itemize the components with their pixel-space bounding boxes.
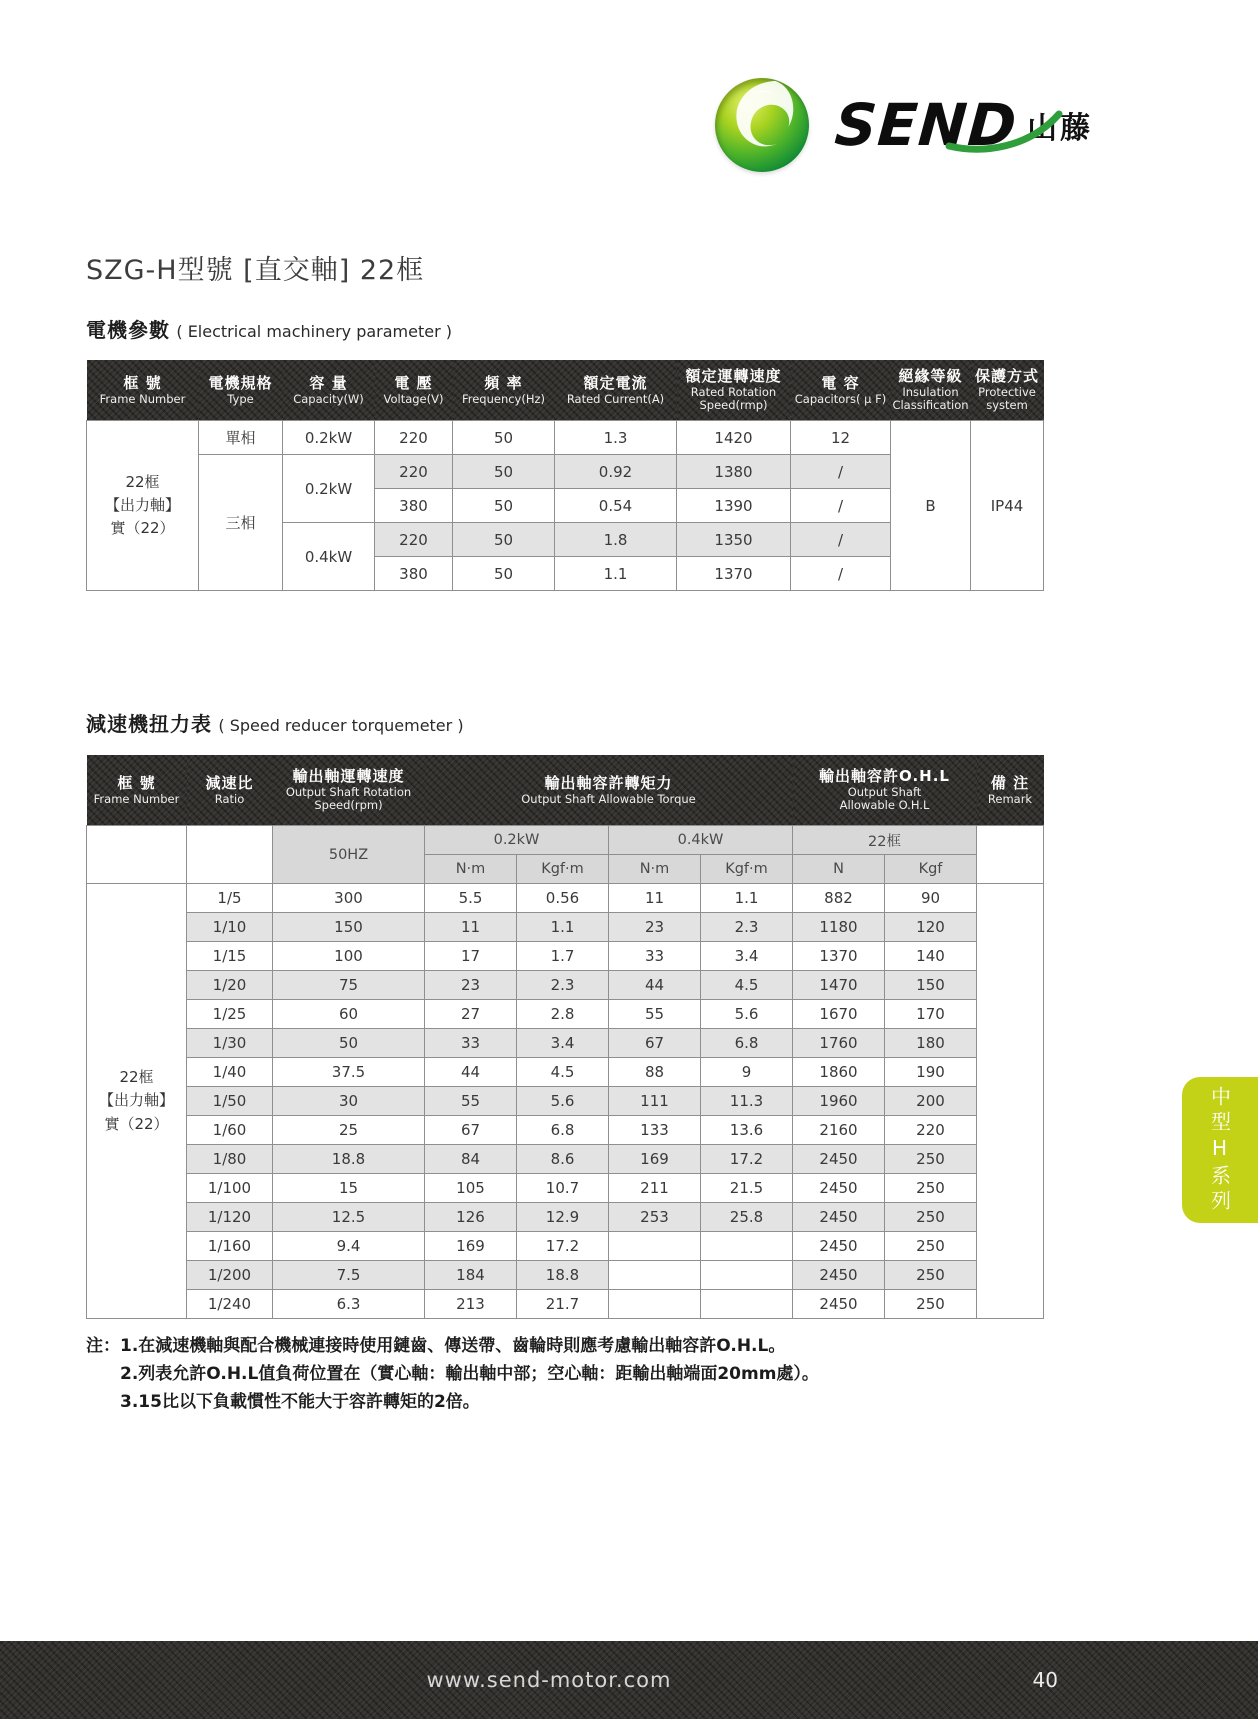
cell: 250 bbox=[885, 1261, 977, 1290]
cell: 33 bbox=[425, 1029, 517, 1058]
header-en: Frame Number bbox=[93, 791, 180, 806]
cell: 200 bbox=[885, 1087, 977, 1116]
cell: 37.5 bbox=[273, 1058, 425, 1087]
cell: 1.7 bbox=[517, 942, 609, 971]
table-row bbox=[87, 971, 1044, 1000]
table-row bbox=[87, 1174, 1044, 1203]
speed-reducer-torque-table bbox=[86, 755, 1044, 1319]
cell: 2.3 bbox=[701, 913, 793, 942]
cell: 3.4 bbox=[517, 1029, 609, 1058]
cell: 44 bbox=[425, 1058, 517, 1087]
cell: 220 bbox=[885, 1116, 977, 1145]
cell: 111 bbox=[609, 1087, 701, 1116]
header-en: Insulation bbox=[902, 385, 959, 400]
table-row bbox=[87, 942, 1044, 971]
cell: 1/10 bbox=[187, 913, 273, 942]
frame-line: 實（22） bbox=[104, 1114, 169, 1133]
header-en: Voltage(V) bbox=[383, 391, 444, 406]
cell: 1.1 bbox=[701, 884, 793, 913]
cell: 1/20 bbox=[187, 971, 273, 1000]
cell: / bbox=[791, 455, 891, 489]
cell: 21.7 bbox=[517, 1290, 609, 1319]
header-en: Protective bbox=[978, 385, 1036, 400]
table-row bbox=[87, 421, 1044, 455]
cell: 1370 bbox=[793, 942, 885, 971]
logo-globe-icon bbox=[715, 78, 809, 172]
header-cn: 備 注 bbox=[990, 774, 1030, 793]
frame-line: 22框 bbox=[125, 472, 160, 491]
cell: 44 bbox=[609, 971, 701, 1000]
cell-type: 三相 bbox=[199, 455, 283, 591]
frame-line: 實（22） bbox=[110, 519, 175, 538]
cell: 6.8 bbox=[701, 1029, 793, 1058]
section-header-electrical bbox=[86, 314, 452, 343]
cell: 23 bbox=[609, 913, 701, 942]
cell: 100 bbox=[273, 942, 425, 971]
cell: 220 bbox=[375, 523, 453, 557]
cell: / bbox=[791, 489, 891, 523]
header-en: Capacity(W) bbox=[293, 391, 364, 406]
cell: 250 bbox=[885, 1232, 977, 1261]
header-en: system bbox=[986, 398, 1028, 413]
header-cn: 頻 率 bbox=[484, 374, 523, 393]
cell: 120 bbox=[885, 913, 977, 942]
note-line-3: 3.15比以下負載慣性不能大于容許轉矩的2倍。 bbox=[120, 1392, 480, 1413]
cell: 50 bbox=[453, 489, 555, 523]
section-header-reducer bbox=[86, 708, 464, 737]
cell: 17.2 bbox=[701, 1145, 793, 1174]
cell: 50 bbox=[453, 421, 555, 455]
cell bbox=[701, 1232, 793, 1261]
cell: 253 bbox=[609, 1203, 701, 1232]
footer-website-url: www.send-motor.com bbox=[426, 1668, 672, 1692]
cell: 1/15 bbox=[187, 942, 273, 971]
cell: 12 bbox=[791, 421, 891, 455]
cell: 190 bbox=[885, 1058, 977, 1087]
header-cn: 額定運轉速度 bbox=[685, 367, 782, 386]
section1-title-cn: 電機參數 bbox=[86, 318, 170, 342]
col-header-allowable-torque bbox=[425, 755, 793, 826]
header-cn: 額定電流 bbox=[583, 374, 648, 393]
cell: 105 bbox=[425, 1174, 517, 1203]
cell: 1/50 bbox=[187, 1087, 273, 1116]
cell: 1.1 bbox=[555, 557, 677, 591]
cell: 0.92 bbox=[555, 455, 677, 489]
header-cn: 減速比 bbox=[205, 774, 254, 793]
col-header-frequency bbox=[453, 360, 555, 421]
cell: 8.6 bbox=[517, 1145, 609, 1174]
cell: 50 bbox=[453, 523, 555, 557]
cell: 55 bbox=[425, 1087, 517, 1116]
cell: 23 bbox=[425, 971, 517, 1000]
cell: 169 bbox=[609, 1145, 701, 1174]
cell: 50 bbox=[453, 557, 555, 591]
cell: 133 bbox=[609, 1116, 701, 1145]
cell: 1.1 bbox=[517, 913, 609, 942]
cell: 180 bbox=[885, 1029, 977, 1058]
logo-swirl-icon bbox=[715, 78, 809, 172]
cell bbox=[609, 1261, 701, 1290]
cell: 1.8 bbox=[555, 523, 677, 557]
cell: 1370 bbox=[677, 557, 791, 591]
subheader-n: N bbox=[793, 855, 885, 884]
cell: 6.3 bbox=[273, 1290, 425, 1319]
header-cn: 框 號 bbox=[117, 774, 156, 793]
cell: 1760 bbox=[793, 1029, 885, 1058]
brand-name-chinese: 山藤 bbox=[1027, 111, 1094, 146]
table-row bbox=[87, 1000, 1044, 1029]
cell: 17.2 bbox=[517, 1232, 609, 1261]
cell: 5.6 bbox=[517, 1087, 609, 1116]
header-en: Speed(rpm) bbox=[314, 798, 383, 813]
cell: 17 bbox=[425, 942, 517, 971]
table-row bbox=[87, 884, 1044, 913]
cell: 220 bbox=[375, 421, 453, 455]
cell: 2450 bbox=[793, 1203, 885, 1232]
col-header-frame bbox=[87, 755, 187, 826]
cell: 2450 bbox=[793, 1232, 885, 1261]
subheader-kgfm: Kgf·m bbox=[517, 855, 609, 884]
frame-line: 【出力軸】 bbox=[104, 495, 180, 514]
cell: 1180 bbox=[793, 913, 885, 942]
subheader-kgfm: Kgf·m bbox=[701, 855, 793, 884]
subheader-02kw: 0.2kW bbox=[425, 826, 609, 855]
cell-insulation: B bbox=[891, 421, 971, 591]
cell: 1/160 bbox=[187, 1232, 273, 1261]
cell: 126 bbox=[425, 1203, 517, 1232]
page-number: 40 bbox=[1032, 1668, 1058, 1692]
cell-capacity: 0.4kW bbox=[283, 523, 375, 591]
cell: 12.5 bbox=[273, 1203, 425, 1232]
cell: 25.8 bbox=[701, 1203, 793, 1232]
cell-capacity: 0.2kW bbox=[283, 455, 375, 523]
cell: 13.6 bbox=[701, 1116, 793, 1145]
cell: 25 bbox=[273, 1116, 425, 1145]
header-en: Output Shaft bbox=[847, 785, 922, 800]
cell: 67 bbox=[425, 1116, 517, 1145]
cell: 21.5 bbox=[701, 1174, 793, 1203]
frame-line: 【出力軸】 bbox=[98, 1091, 174, 1110]
electrical-parameters-table bbox=[86, 360, 1044, 591]
cell: 211 bbox=[609, 1174, 701, 1203]
cell: 15 bbox=[273, 1174, 425, 1203]
frame-line: 22框 bbox=[119, 1068, 154, 1087]
col-header-capacity bbox=[283, 360, 375, 421]
cell: 150 bbox=[885, 971, 977, 1000]
cell: 250 bbox=[885, 1290, 977, 1319]
header-en: Output Shaft Rotation bbox=[285, 785, 412, 800]
cell: 27 bbox=[425, 1000, 517, 1029]
brand-text: SEND bbox=[832, 91, 1020, 159]
series-side-tab bbox=[1182, 1077, 1258, 1223]
remark-cell bbox=[977, 884, 1044, 1319]
header-en: Frame Number bbox=[99, 391, 186, 406]
cell: 1960 bbox=[793, 1087, 885, 1116]
col-header-frame bbox=[87, 360, 199, 421]
subheader-50hz: 50HZ bbox=[273, 826, 425, 884]
header-en: Ratio bbox=[214, 791, 245, 806]
table-header-row bbox=[87, 360, 1044, 421]
cell: 30 bbox=[273, 1087, 425, 1116]
cell: 50 bbox=[273, 1029, 425, 1058]
cell-protection: IP44 bbox=[971, 421, 1044, 591]
cell: 5.5 bbox=[425, 884, 517, 913]
brand-logo bbox=[715, 78, 1093, 172]
cell: 1.3 bbox=[555, 421, 677, 455]
cell: 9.4 bbox=[273, 1232, 425, 1261]
cell: 10.7 bbox=[517, 1174, 609, 1203]
cell: 1/25 bbox=[187, 1000, 273, 1029]
cell: 2450 bbox=[793, 1174, 885, 1203]
table-row bbox=[87, 1029, 1044, 1058]
col-header-allowable-ohl bbox=[793, 755, 977, 826]
header-cn: 保護方式 bbox=[974, 367, 1039, 386]
cell: 5.6 bbox=[701, 1000, 793, 1029]
cell: 1390 bbox=[677, 489, 791, 523]
footnotes bbox=[86, 1332, 819, 1416]
header-cn: 電機規格 bbox=[208, 374, 273, 393]
header-en: Allowable O.H.L bbox=[839, 798, 930, 813]
col-header-voltage bbox=[375, 360, 453, 421]
table-row bbox=[87, 1145, 1044, 1174]
cell: 90 bbox=[885, 884, 977, 913]
cell: 11 bbox=[425, 913, 517, 942]
cell: 50 bbox=[453, 455, 555, 489]
subheader-frame22: 22框 bbox=[793, 826, 977, 855]
cell: 1/5 bbox=[187, 884, 273, 913]
header-en: Capacitors( μ F) bbox=[794, 391, 887, 406]
cell: 7.5 bbox=[273, 1261, 425, 1290]
cell: 12.9 bbox=[517, 1203, 609, 1232]
section2-title-cn: 減速機扭力表 bbox=[86, 712, 212, 736]
header-cn: 輸出軸容許O.H.L bbox=[819, 767, 950, 786]
cell bbox=[701, 1290, 793, 1319]
cell: 213 bbox=[425, 1290, 517, 1319]
cell: 1/200 bbox=[187, 1261, 273, 1290]
cell: 84 bbox=[425, 1145, 517, 1174]
frame-number-cell bbox=[87, 884, 187, 1319]
header-en: Speed(rmp) bbox=[699, 398, 768, 413]
cell: 55 bbox=[609, 1000, 701, 1029]
cell: 1350 bbox=[677, 523, 791, 557]
table-row bbox=[87, 1116, 1044, 1145]
cell: 67 bbox=[609, 1029, 701, 1058]
cell: 1/240 bbox=[187, 1290, 273, 1319]
cell: 18.8 bbox=[517, 1261, 609, 1290]
cell: / bbox=[791, 557, 891, 591]
subheader-04kw: 0.4kW bbox=[609, 826, 793, 855]
col-header-rated-speed bbox=[677, 360, 791, 421]
cell: 2.3 bbox=[517, 971, 609, 1000]
cell: 140 bbox=[885, 942, 977, 971]
cell: 1/80 bbox=[187, 1145, 273, 1174]
cell: 2160 bbox=[793, 1116, 885, 1145]
cell: 184 bbox=[425, 1261, 517, 1290]
header-en: Rated Rotation bbox=[690, 385, 777, 400]
col-header-ratio bbox=[187, 755, 273, 826]
col-header-output-speed bbox=[273, 755, 425, 826]
col-header-insulation bbox=[891, 360, 971, 421]
cell bbox=[609, 1290, 701, 1319]
cell: 170 bbox=[885, 1000, 977, 1029]
cell: 75 bbox=[273, 971, 425, 1000]
cell-capacity: 0.2kW bbox=[283, 421, 375, 455]
section1-title-en: ( Electrical machinery parameter ) bbox=[176, 322, 452, 341]
table-header-row bbox=[87, 755, 1044, 826]
subheader-nm: N·m bbox=[609, 855, 701, 884]
series-side-tab-label: 中型H系列 bbox=[1207, 1085, 1232, 1215]
cell: 250 bbox=[885, 1174, 977, 1203]
subheader-row bbox=[87, 826, 1044, 855]
table-row bbox=[87, 1087, 1044, 1116]
cell: 380 bbox=[375, 557, 453, 591]
cell: 60 bbox=[273, 1000, 425, 1029]
cell: 11.3 bbox=[701, 1087, 793, 1116]
cell bbox=[701, 1261, 793, 1290]
cell: 0.54 bbox=[555, 489, 677, 523]
section2-title-en: ( Speed reducer torquemeter ) bbox=[218, 716, 464, 735]
notes-label: 注： bbox=[86, 1336, 120, 1356]
cell: 1/100 bbox=[187, 1174, 273, 1203]
cell: 220 bbox=[375, 455, 453, 489]
table-row bbox=[87, 913, 1044, 942]
header-cn: 輸出軸運轉速度 bbox=[292, 767, 405, 786]
cell: 0.56 bbox=[517, 884, 609, 913]
header-cn: 電 容 bbox=[821, 374, 860, 393]
cell: 169 bbox=[425, 1232, 517, 1261]
header-en: Output Shaft Allowable Torque bbox=[521, 791, 696, 806]
header-cn: 容 量 bbox=[309, 374, 348, 393]
header-en: Rated Current(A) bbox=[566, 391, 665, 406]
cell: 1/40 bbox=[187, 1058, 273, 1087]
cell: 4.5 bbox=[517, 1058, 609, 1087]
col-header-remark bbox=[977, 755, 1044, 826]
cell: 11 bbox=[609, 884, 701, 913]
subheader-kgf: Kgf bbox=[885, 855, 977, 884]
cell: 1/60 bbox=[187, 1116, 273, 1145]
cell: 300 bbox=[273, 884, 425, 913]
cell-empty bbox=[187, 826, 273, 884]
cell: / bbox=[791, 523, 891, 557]
col-header-protection bbox=[971, 360, 1044, 421]
cell: 2450 bbox=[793, 1261, 885, 1290]
col-header-rated-current bbox=[555, 360, 677, 421]
col-header-type bbox=[199, 360, 283, 421]
cell: 18.8 bbox=[273, 1145, 425, 1174]
cell-empty bbox=[87, 826, 187, 884]
cell: 1/120 bbox=[187, 1203, 273, 1232]
header-cn: 絕緣等級 bbox=[898, 367, 963, 386]
cell: 33 bbox=[609, 942, 701, 971]
header-en: Frequency(Hz) bbox=[461, 391, 546, 406]
frame-number-cell bbox=[87, 421, 199, 591]
cell: 1670 bbox=[793, 1000, 885, 1029]
table-row bbox=[87, 1058, 1044, 1087]
cell: 250 bbox=[885, 1145, 977, 1174]
header-en: Classification bbox=[892, 398, 969, 413]
header-cn: 輸出軸容許轉矩力 bbox=[544, 774, 673, 793]
cell: 3.4 bbox=[701, 942, 793, 971]
cell-empty bbox=[977, 826, 1044, 884]
page-footer bbox=[0, 1641, 1258, 1719]
cell: 4.5 bbox=[701, 971, 793, 1000]
table-row bbox=[87, 1290, 1044, 1319]
table-row bbox=[87, 1203, 1044, 1232]
header-cn: 框 號 bbox=[123, 374, 162, 393]
cell: 1860 bbox=[793, 1058, 885, 1087]
header-en: Remark bbox=[987, 791, 1033, 806]
cell: 2450 bbox=[793, 1145, 885, 1174]
cell: 6.8 bbox=[517, 1116, 609, 1145]
cell: 2.8 bbox=[517, 1000, 609, 1029]
header-cn: 電 壓 bbox=[394, 374, 433, 393]
cell: 1/30 bbox=[187, 1029, 273, 1058]
col-header-capacitors bbox=[791, 360, 891, 421]
cell-type: 單相 bbox=[199, 421, 283, 455]
cell: 1420 bbox=[677, 421, 791, 455]
cell: 380 bbox=[375, 489, 453, 523]
subheader-nm: N·m bbox=[425, 855, 517, 884]
cell: 1380 bbox=[677, 455, 791, 489]
brand-wordmark bbox=[832, 91, 1020, 159]
cell: 150 bbox=[273, 913, 425, 942]
cell: 9 bbox=[701, 1058, 793, 1087]
cell: 88 bbox=[609, 1058, 701, 1087]
cell: 250 bbox=[885, 1203, 977, 1232]
cell: 1470 bbox=[793, 971, 885, 1000]
cell bbox=[609, 1232, 701, 1261]
cell: 2450 bbox=[793, 1290, 885, 1319]
page-title: SZG-H型號 [直交軸] 22框 bbox=[86, 255, 425, 286]
table-row bbox=[87, 1261, 1044, 1290]
cell: 882 bbox=[793, 884, 885, 913]
note-line-2: 2.列表允許O.H.L值負荷位置在（實心軸：輸出軸中部；空心軸：距輸出軸端面20mm處）。 bbox=[120, 1364, 819, 1385]
note-line-1: 1.在減速機軸與配合機械連接時使用鏈齒、傳送帶、齒輪時則應考慮輸出軸容許O.H.L。 bbox=[120, 1336, 786, 1356]
header-en: Type bbox=[227, 391, 254, 406]
table-row bbox=[87, 1232, 1044, 1261]
